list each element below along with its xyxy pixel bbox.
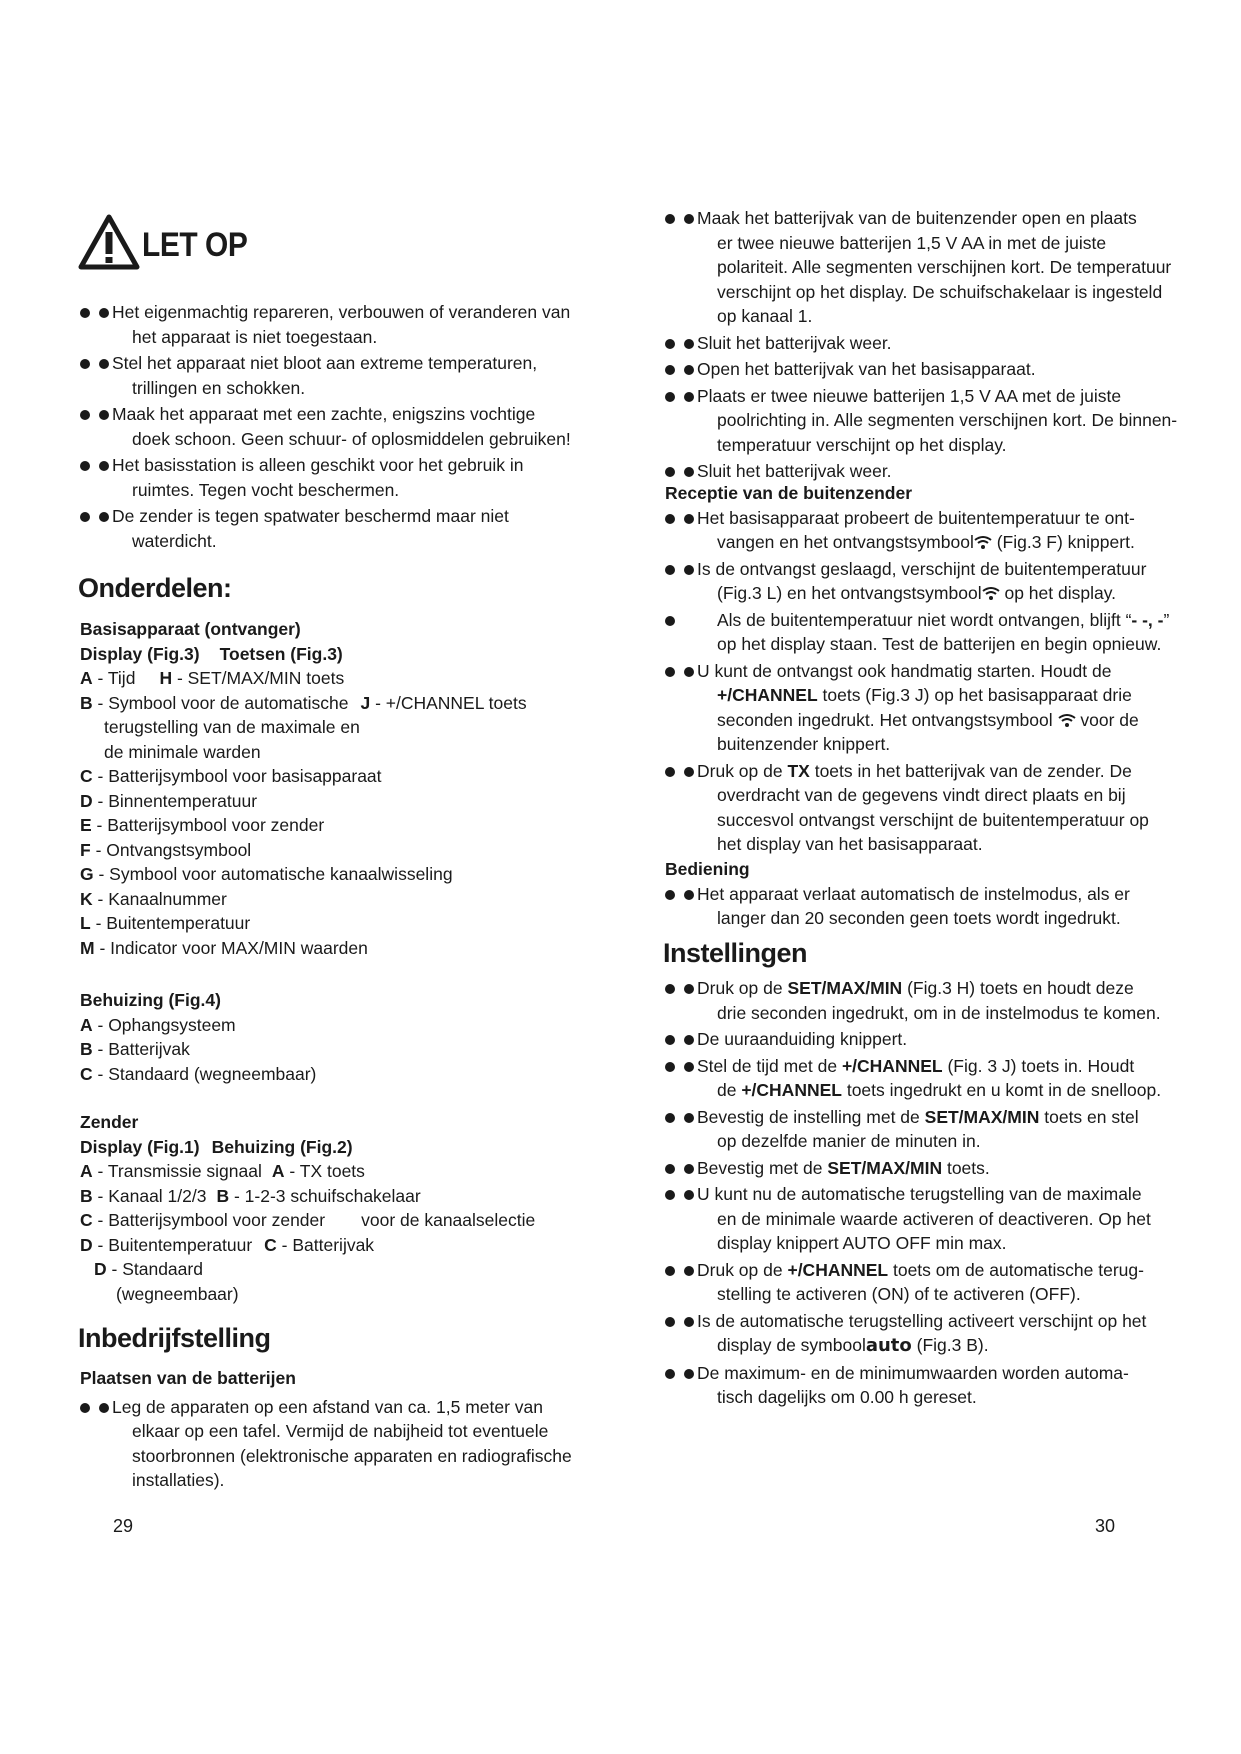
list-item: De uuraanduiding knippert.: [665, 1027, 1185, 1052]
section-heading-startup: Inbedrijfstelling: [78, 1323, 271, 1353]
parts-row: D - Binnentemperatuur: [80, 790, 258, 811]
page-number-left: 29: [113, 1516, 134, 1536]
sender-row-d2-cont: (wegneembaar): [116, 1283, 239, 1304]
housing-block: [80, 988, 580, 1086]
housing-row: B - Batterijvak: [80, 1039, 190, 1059]
subheading-operation: Bediening: [665, 859, 750, 879]
parts-row-b-cont: terugstelling van de maximale en: [104, 717, 360, 737]
list-item: Het eigenmachtig repareren, verbouwen of veranderen van het apparaat is niet toegestaan.: [80, 300, 580, 349]
list-item: Druk op de TX toets in het batterijvak van de zender. De overdracht van de gegevens vindt direct plaats en bij succesvol ontvangst verschijnt de buitentemperatuur op het display van het basisapparaat.: [665, 759, 1185, 857]
list-item: Sluit het batterijvak weer.: [665, 459, 1185, 484]
battery-block: [80, 1366, 580, 1495]
signal-icon: [974, 535, 992, 549]
list-item: Open het batterijvak van het basisapparaat.: [665, 357, 1185, 382]
sender-row-d: D - Buitentemperatuur C - Batterijvak: [80, 1234, 375, 1255]
parts-row: G - Symbool voor automatische kanaalwisseling: [80, 864, 453, 884]
subheading-sender: Zender: [80, 1112, 139, 1132]
list-item: Leg de apparaten op een afstand van ca. 1,5 meter van elkaar op een tafel. Vermijd de nabijheid tot eventuele stoorbronnen (elektronische apparaten en radiografische installaties).: [80, 1395, 580, 1493]
battery-steps: [665, 206, 1185, 486]
parts-row: F - Ontvangstsymbool: [80, 839, 252, 860]
list-item: Als de buitentemperatuur niet wordt ontvangen, blijft “- -, -” op het display staan. Test de batterijen en begin opnieuw.: [665, 608, 1185, 657]
list-item: Het apparaat verlaat automatisch de instelmodus, als er langer dan 20 seconden geen toets wordt ingedrukt.: [665, 882, 1185, 931]
list-item: Stel de tijd met de +/CHANNEL (Fig. 3 J) toets in. Houdt de +/CHANNEL toets ingedrukt en u komt in de snelloop.: [665, 1054, 1185, 1103]
warning-title: LET OP: [142, 226, 248, 264]
parts-row: M - Indicator voor MAX/MIN waarden: [80, 937, 368, 958]
list-item: Sluit het batterijvak weer.: [665, 331, 1185, 356]
housing-row: C - Standaard (wegneembaar): [80, 1063, 317, 1084]
settings-block: [665, 976, 1185, 1412]
subheading-batteries: Plaatsen van de batterijen: [80, 1368, 296, 1388]
page-number-right: 30: [1095, 1516, 1116, 1536]
sender-row-c: C - Batterijsymbool voor zender voor de kanaalselectie: [80, 1210, 536, 1230]
signal-icon: [982, 586, 1000, 600]
subheading-display-keys: Display (Fig.3) Toetsen (Fig.3): [80, 643, 343, 664]
list-item: Druk op de +/CHANNEL toets om de automatische terug- stelling te activeren (ON) of te activeren (OFF).: [665, 1258, 1185, 1307]
list-item: De zender is tegen spatwater beschermd maar niet waterdicht.: [80, 504, 580, 553]
parts-row: L - Buitentemperatuur: [80, 913, 251, 933]
parts-row: E - Batterijsymbool voor zender: [80, 815, 325, 835]
list-item: Is de automatische terugstelling activeert verschijnt op het display de symboolauto (Fig.3 B).: [665, 1309, 1185, 1359]
parts-row-a: A - Tijd H - SET/MAX/MIN toets: [80, 668, 345, 688]
warning-list: [80, 300, 580, 555]
reception-block: [665, 481, 1185, 859]
list-item: Maak het apparaat met een zachte, enigszins vochtige doek schoon. Geen schuur- of oplosmiddelen gebruiken!: [80, 402, 580, 451]
parts-row: K - Kanaalnummer: [80, 888, 227, 909]
list-item: Druk op de SET/MAX/MIN (Fig.3 H) toets en houdt deze drie seconden ingedrukt, om in de instelmodus te komen.: [665, 976, 1185, 1025]
sender-row-a: A - Transmissie signaal A - TX toets: [80, 1161, 365, 1181]
warning-triangle-icon: [78, 214, 140, 270]
list-item: Stel het apparaat niet bloot aan extreme temperaturen, trillingen en schokken.: [80, 351, 580, 400]
parts-row-b-cont: de minimale warden: [104, 741, 261, 762]
sender-row-d2: D - Standaard: [94, 1259, 203, 1279]
subheading-housing: Behuizing (Fig.4): [80, 990, 221, 1010]
list-item: Het basisstation is alleen geschikt voor het gebruik in ruimtes. Tegen vocht beschermen.: [80, 453, 580, 502]
section-heading-parts: Onderdelen:: [78, 573, 232, 603]
parts-row-b: B - Symbool voor de automatische J - +/CHANNEL toets: [80, 692, 527, 713]
subheading-sender-display: Display (Fig.1) Behuizing (Fig.2): [80, 1136, 353, 1157]
list-item: Maak het batterijvak van de buitenzender open en plaats er twee nieuwe batterijen 1,5 V AA in met de juiste polariteit. Alle segmenten verschijnen kort. De temperatuur verschijnt op het display. De schuifschakelaar is ingesteld op kanaal 1.: [665, 206, 1185, 329]
sender-row-b: B - Kanaal 1/2/3 B - 1-2-3 schuifschakelaar: [80, 1185, 421, 1206]
sender-block: [80, 1110, 580, 1306]
section-heading-settings: Instellingen: [663, 938, 808, 968]
housing-row: A - Ophangsysteem: [80, 1014, 236, 1035]
subheading-reception: Receptie van de buitenzender: [665, 483, 913, 503]
list-item: Plaats er twee nieuwe batterijen 1,5 V AA met de juiste poolrichting in. Alle segmenten verschijnen kort. De binnen- temperatuur verschijnt op het display.: [665, 384, 1185, 458]
list-item: De maximum- en de minimumwaarden worden automa- tisch dagelijks om 0.00 h gereset.: [665, 1361, 1185, 1410]
list-item: U kunt de ontvangst ook handmatig starten. Houdt de +/CHANNEL toets (Fig.3 J) op het basisapparaat drie seconden ingedrukt. Het ontvangstsymbool voor de buitenzender knippert.: [665, 659, 1185, 757]
operation-block: [665, 857, 1185, 933]
list-item: Is de ontvangst geslaagd, verschijnt de buitentemperatuur (Fig.3 L) en het ontvangstsymbool op het display.: [665, 557, 1185, 606]
list-item: Bevestig met de SET/MAX/MIN toets.: [665, 1156, 1185, 1181]
parts-row: C - Batterijsymbool voor basisapparaat: [80, 766, 382, 786]
auto-symbol: auto: [865, 1335, 912, 1356]
subheading-base: Basisapparaat (ontvanger): [80, 619, 301, 639]
list-item: Bevestig de instelling met de SET/MAX/MIN toets en stel op dezelfde manier de minuten in.: [665, 1105, 1185, 1154]
list-item: Het basisapparaat probeert de buitentemperatuur te ont- vangen en het ontvangstsymbool (Fig.3 F) knippert.: [665, 506, 1185, 555]
list-item: U kunt nu de automatische terugstelling van de maximale en de minimale waarde activeren of deactiveren. Op het display knippert AUTO OFF min max.: [665, 1182, 1185, 1256]
signal-icon: [1058, 713, 1076, 727]
parts-block: [80, 617, 580, 960]
